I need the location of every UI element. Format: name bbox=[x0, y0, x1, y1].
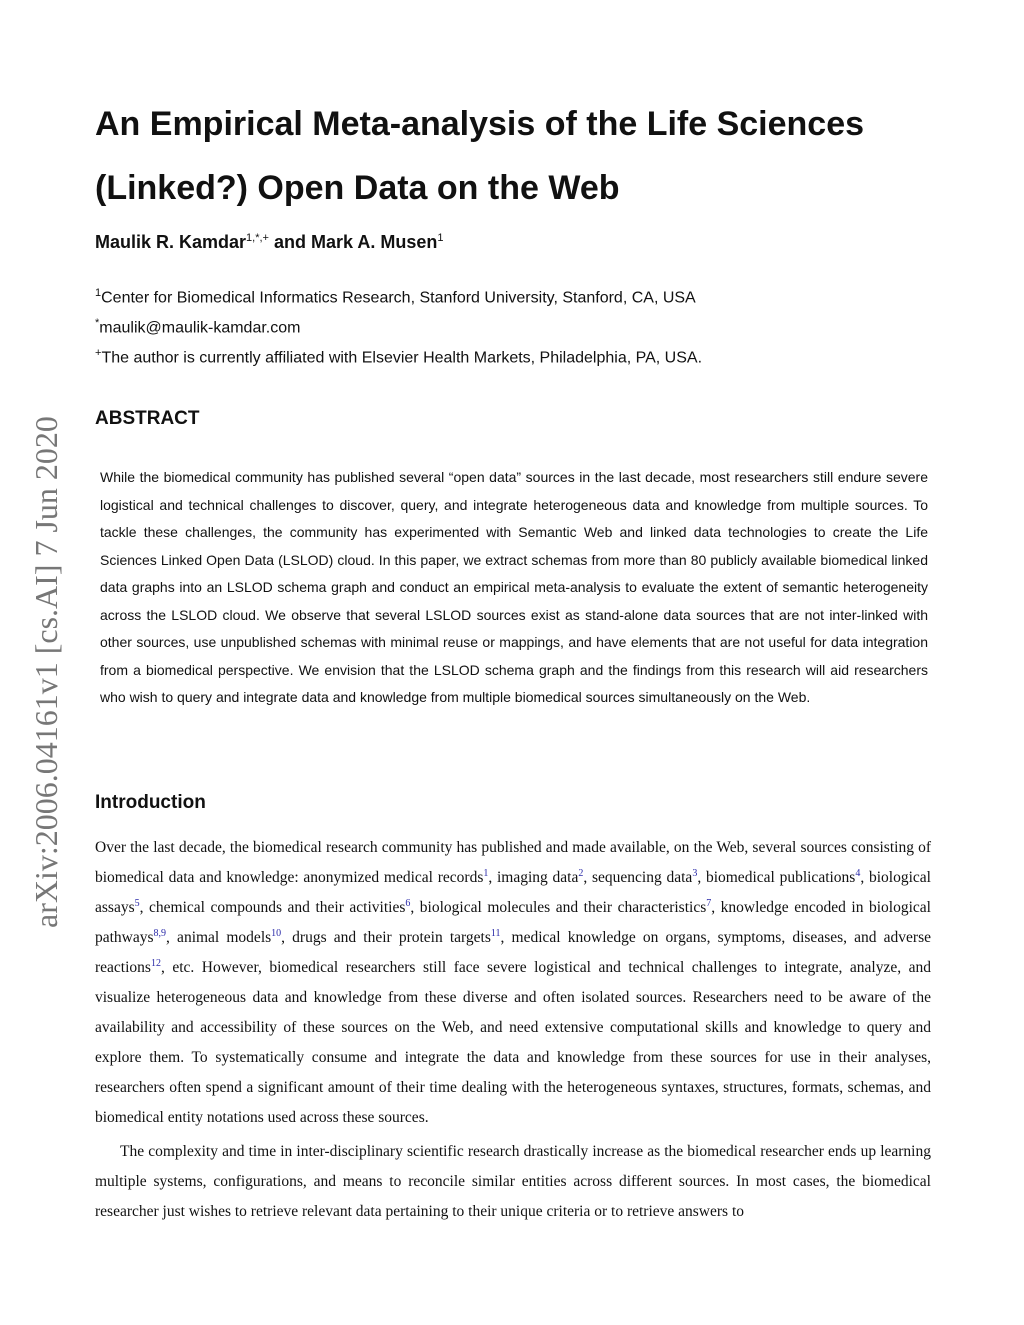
citation-link[interactable]: 8,9 bbox=[153, 927, 167, 939]
citation-link[interactable]: 5 bbox=[134, 897, 140, 909]
citation-link[interactable]: 1 bbox=[483, 867, 489, 879]
citation-link[interactable]: 11 bbox=[490, 927, 501, 939]
citation-link[interactable]: 3 bbox=[692, 867, 698, 879]
introduction-heading: Introduction bbox=[95, 792, 206, 813]
author-line bbox=[95, 225, 444, 255]
citation-link[interactable]: 12 bbox=[150, 957, 161, 969]
author-affiliation-mark: 1 bbox=[437, 232, 444, 244]
author-name: Maulik R. Kamdar bbox=[95, 232, 247, 252]
citation-link[interactable]: 6 bbox=[405, 897, 411, 909]
paragraph-text: , biological molecules and their characteristics bbox=[410, 899, 707, 916]
introduction-paragraph bbox=[95, 833, 931, 1133]
citation-link[interactable]: 10 bbox=[271, 927, 282, 939]
paragraph-text: , biological assays bbox=[95, 869, 931, 916]
citation-link[interactable]: 4 bbox=[855, 867, 861, 879]
affiliation-email bbox=[95, 312, 300, 339]
paragraph-text: , animal models bbox=[166, 929, 272, 946]
paragraph-text: , imaging data bbox=[488, 869, 579, 886]
paragraph-text: , medical knowledge on organs, symptoms, diseases, and adverse reactions bbox=[95, 929, 932, 976]
affiliation-mark: + bbox=[95, 347, 102, 359]
abstract-body: While the biomedical community has published several “open data” sources in the last decade, most researchers still endure severe logistical and technical challenges to discover, query, and integrate heterogeneous data and knowledge from multiple sources. To tackle these challenges, the community has experimented with Semantic Web and linked data technologies to create the Life Sciences Linked Open Data (LSLOD) cloud. In this paper, we extract schemas from more than 80 publicly available biomedical linked data graphs into an LSLOD schema graph and conduct an empirical meta-analysis to evaluate the extent of semantic heterogeneity across the LSLOD cloud. We observe that several LSLOD sources exist as stand-alone data sources that are not inter-linked with other sources, use unpublished schemas with minimal reuse or mappings, and have elements that are not useful for data integration from a biomedical perspective. We envision that the LSLOD schema graph and the findings from this research will aid researchers who wish to query and integrate data and knowledge from multiple biomedical sources simultaneously on the Web. bbox=[100, 469, 928, 705]
affiliation-note bbox=[95, 342, 702, 369]
introduction-paragraph-2: The complexity and time in inter-disciplinary scientific research drastically increase as the biomedical researcher ends up learning multiple systems, configurations, and means to reconcile similar entities across different sources. In most cases, the biomedical researcher just wishes to retrieve relevant data pertaining to their unique criteria or to retrieve answers to bbox=[95, 1143, 931, 1220]
affiliation-mark: 1 bbox=[95, 287, 102, 299]
paragraph-text: , knowledge encoded in biological pathways bbox=[95, 899, 931, 946]
author-conjunction: and bbox=[268, 232, 311, 252]
author-affiliation-mark: 1,*,+ bbox=[246, 232, 269, 244]
author-name: Mark A. Musen bbox=[311, 232, 438, 252]
paragraph-text: , etc. However, biomedical researchers still face severe logistical and technical challenges to integrate, analyze, and visualize heterogeneous data and knowledge from these diverse and often isolated sources. Researchers need to be aware of the availability and accessibility of these sources on the Web, and need extensive computational skills and knowledge to query and explore them. To systematically consume and integrate the data and knowledge from these sources for use in their analyses, researchers often spend a significant amount of their time dealing with the heterogeneous syntaxes, structures, formats, schemas, and biomedical entity notations used across these sources. bbox=[95, 959, 931, 1126]
paragraph-text: Over the last decade, the biomedical research community has published and made available, on the Web, several sources consisting of biomedical data and knowledge: anonymized medical records bbox=[95, 839, 931, 886]
affiliation bbox=[95, 282, 696, 309]
paragraph-text: , chemical compounds and their activities bbox=[139, 899, 406, 916]
paper-title: An Empirical Meta-analysis of the Life Sciences (Linked?) Open Data on the Web bbox=[95, 105, 865, 207]
paragraph-text: , biomedical publications bbox=[697, 869, 856, 886]
affiliation-text: Center for Biomedical Informatics Research, Stanford University, Stanford, CA, USA bbox=[101, 289, 696, 307]
paragraph-text: , drugs and their protein targets bbox=[281, 929, 491, 946]
abstract-heading: ABSTRACT bbox=[95, 408, 200, 429]
affiliation-mark: * bbox=[95, 317, 100, 329]
email-link[interactable]: maulik@maulik-kamdar.com bbox=[99, 319, 301, 337]
arxiv-side-identifier: arXiv:2006.04161v1 [cs.AI] 7 Jun 2020 bbox=[28, 416, 64, 928]
citation-link[interactable]: 2 bbox=[578, 867, 584, 879]
paragraph-text: , sequencing data bbox=[583, 869, 693, 886]
citation-link[interactable]: 7 bbox=[706, 897, 712, 909]
affiliation-text: The author is currently affiliated with Elsevier Health Markets, Philadelphia, PA, USA. bbox=[101, 349, 703, 367]
